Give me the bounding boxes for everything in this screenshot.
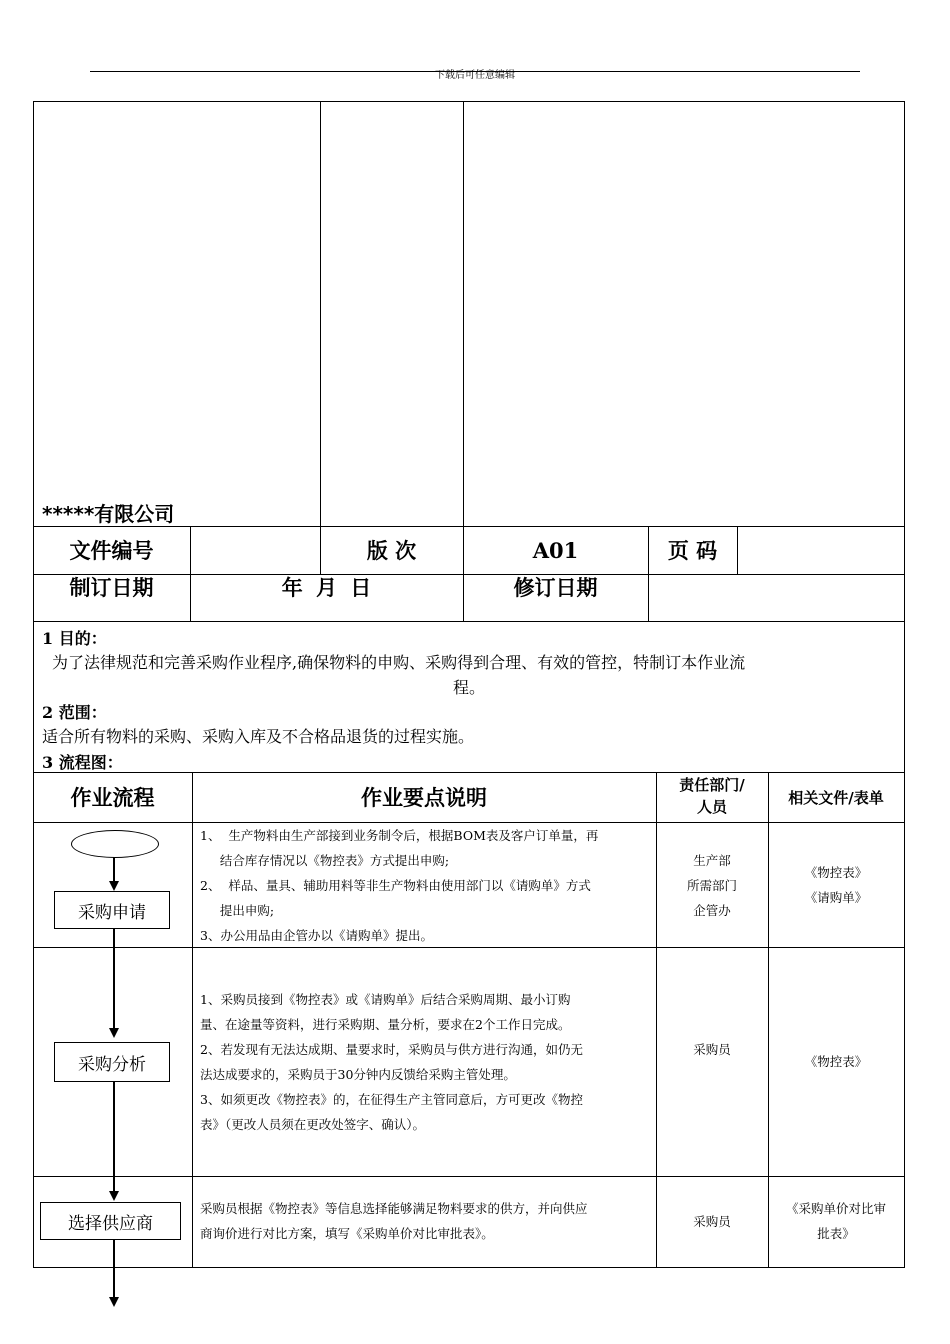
arrow-line: [113, 1239, 115, 1297]
header-dept-line2: 人员: [696, 798, 727, 816]
row3-points: [200, 1196, 652, 1246]
revise-date-value: [648, 574, 904, 600]
arrow-line: [113, 928, 115, 1028]
header-points: 作业要点说明: [361, 786, 487, 810]
row2-dept: [656, 1037, 768, 1062]
scope-text: 适合所有物料的采购、采购入库及不合格品退货的过程实施。: [42, 727, 475, 746]
point-line: 3、办公用品由企管办以《请购单》提出。: [200, 928, 433, 943]
point-line: 1、 生产物料由生产部接到业务制令后，根据BOM表及客户订单量，再: [200, 828, 599, 843]
divider: [192, 772, 193, 1268]
flow-title: 3 流程图：: [42, 753, 123, 772]
row3-dept: [656, 1209, 768, 1234]
divider: [768, 772, 769, 1268]
header-dept: [656, 774, 768, 818]
step-purchase-request: 采购申请: [54, 891, 170, 929]
row3-docs: [768, 1196, 904, 1246]
point-line: 3、如须更改《物控表》的，在征得生产主管同意后，方可更改《物控: [200, 1092, 583, 1107]
point-line: 法达成要求的，采购员于30分钟内反馈给采购主管处理。: [200, 1067, 516, 1082]
header-note: 下载后可任意编辑: [435, 70, 515, 81]
dept-line: 采购员: [693, 1042, 731, 1057]
header-dept-line1: 责任部门/: [679, 776, 745, 794]
dept-line: 生产部: [693, 853, 731, 868]
point-line: 1、采购员接到《物控表》或《请购单》后结合采购周期、最小订购: [200, 992, 571, 1007]
arrow-head: [109, 881, 119, 891]
row1-dept: [656, 848, 768, 923]
divider: [33, 621, 905, 622]
arrow-head: [109, 1191, 119, 1201]
divider: [33, 1267, 905, 1268]
row2-docs: [768, 1049, 904, 1074]
made-date-label: 制订日期: [69, 576, 154, 600]
revise-date-label: 修订日期: [513, 576, 598, 600]
step-purchase-analysis: 采购分析: [54, 1042, 170, 1082]
doc-line: 《采购单价对比审: [785, 1201, 886, 1216]
point-line: 采购员根据《物控表》等信息选择能够满足物料要求的供方，并向供应: [200, 1201, 588, 1216]
scope-title: 2 范围：: [42, 703, 107, 722]
divider: [320, 101, 321, 574]
doc-line: 《请购单》: [804, 890, 868, 905]
doc-no-value: [190, 526, 320, 574]
doc-no-label: 文件编号: [69, 539, 154, 563]
arrow-line: [113, 1081, 115, 1191]
arrow-head: [109, 1028, 119, 1038]
step-select-supplier: 选择供应商: [40, 1202, 181, 1240]
arrow-head: [109, 1297, 119, 1307]
point-line: 2、 样品、量具、辅助用料等非生产物料由使用部门以《请购单》方式: [200, 878, 591, 893]
row1-points: [200, 823, 652, 948]
doc-line: 《物控表》: [804, 865, 868, 880]
version-value: A01: [532, 537, 579, 563]
row2-points: [200, 987, 652, 1137]
point-line: 商询价进行对比方案，填写《采购单价对比审批表》。: [200, 1226, 494, 1241]
version-label: 版 次: [366, 539, 417, 563]
point-line: 量、在途量等资料，进行采购期、量分析，要求在2个工作日完成。: [200, 1017, 571, 1032]
purpose-text-2: 程。: [452, 678, 485, 697]
start-ellipse: [71, 830, 159, 858]
dept-line: 企管办: [693, 903, 731, 918]
divider: [33, 1176, 905, 1177]
header-docs: 相关文件/表单: [788, 788, 884, 807]
company-name: *****有限公司: [42, 502, 175, 526]
point-line: 结合库存情况以《物控表》方式提出申购;: [200, 853, 450, 868]
purpose-title: 1 目的：: [42, 629, 107, 648]
purpose-text-1: 为了法律规范和完善采购作业程序,确保物料的申购、采购得到合理、有效的管控，特制订本作业流: [52, 653, 746, 672]
row1-docs: [768, 860, 904, 910]
divider: [656, 772, 657, 1268]
page-label: 页 码: [667, 539, 718, 563]
doc-line: 批表》: [817, 1226, 855, 1241]
doc-line: 《物控表》: [804, 1054, 868, 1069]
arrow-line: [113, 857, 115, 881]
header-flow: 作业流程: [70, 786, 155, 810]
point-line: 2、若发现有无法达成期、量要求时，采购员与供方进行沟通，如仍无: [200, 1042, 583, 1057]
point-line: 提出申购;: [200, 903, 275, 918]
point-line: 表》（更改人员须在更改处签字、确认）。: [200, 1117, 426, 1132]
page-value: [737, 526, 904, 574]
made-date-value: 年 月 日: [281, 576, 372, 600]
dept-line: 所需部门: [686, 878, 737, 893]
dept-line: 采购员: [693, 1214, 731, 1229]
frame-top: [33, 101, 905, 102]
